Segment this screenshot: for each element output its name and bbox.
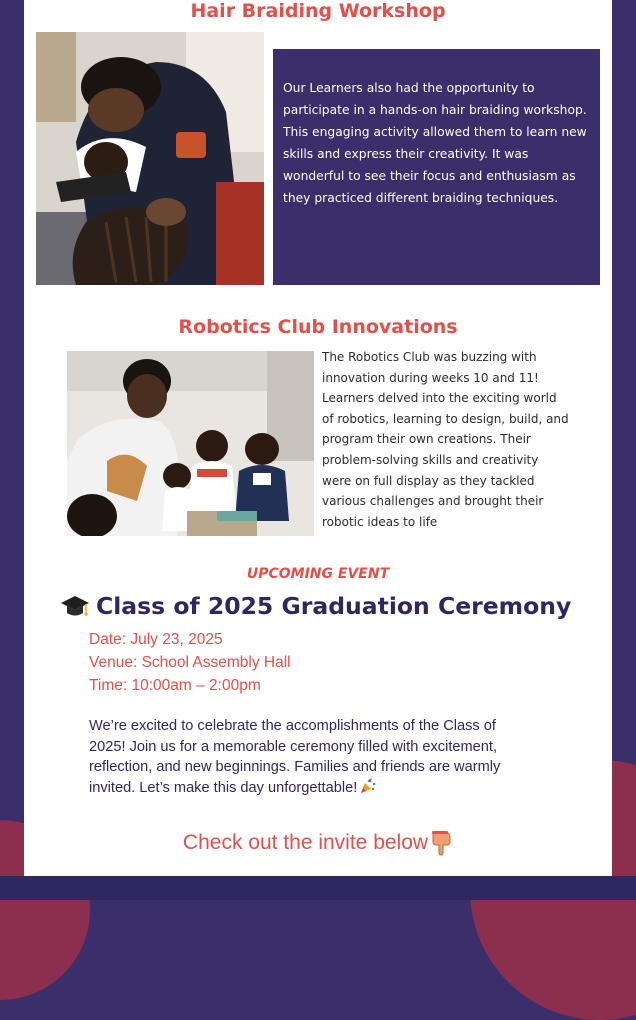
graduation-cap-icon [60, 591, 90, 621]
robotics-photo [67, 351, 314, 536]
invite-text: Check out the invite below [182, 831, 429, 854]
robotics-title: Robotics Club Innovations [178, 316, 458, 338]
event-date: Date: July 23, 2025 [89, 631, 223, 648]
event-description: We’re excited to celebrate the accomplishments of the Class of 2025! Join us for a memorable ceremony filled with excitement, reflection, and new beginnings. Families and friends are warmly invited. Let’s make this day unforgettable! [89, 718, 501, 796]
event-time: Time: 10:00am – 2:00pm [89, 677, 261, 694]
party-popper-icon [360, 778, 376, 794]
event-description-paragraph [89, 716, 529, 798]
event-title: Class of 2025 Graduation Ceremony [96, 592, 572, 620]
invite-call-to-action [24, 830, 612, 856]
pointing-down-hand-icon [429, 830, 453, 856]
hair-braiding-text-box [273, 49, 600, 285]
hair-braiding-photo [36, 32, 264, 285]
event-venue: Venue: School Assembly Hall [89, 654, 291, 671]
robotics-description: The Robotics Club was buzzing with innovation during weeks 10 and 11! Learners delved into the exciting world of robotics, learning to design, build, and program their own creations. Their problem-solving skills and creativity were on full display as they tackled various challenges and brought their robotic ideas to life [322, 350, 569, 529]
upcoming-event-label: UPCOMING EVENT [246, 566, 390, 582]
newsletter-page [24, 0, 612, 876]
hair-braiding-description: Our Learners also had the opportunity to participate in a hands-on hair braiding workshop. This engaging activity allowed them to learn new skills and express their creativity. It was wonderful to see their focus and enthusiasm as they practiced different braiding techniques. [283, 81, 587, 205]
hair-braiding-title: Hair Braiding Workshop [190, 0, 446, 22]
event-title-row [60, 588, 571, 624]
event-details [89, 628, 291, 697]
bottom-band [0, 876, 636, 900]
